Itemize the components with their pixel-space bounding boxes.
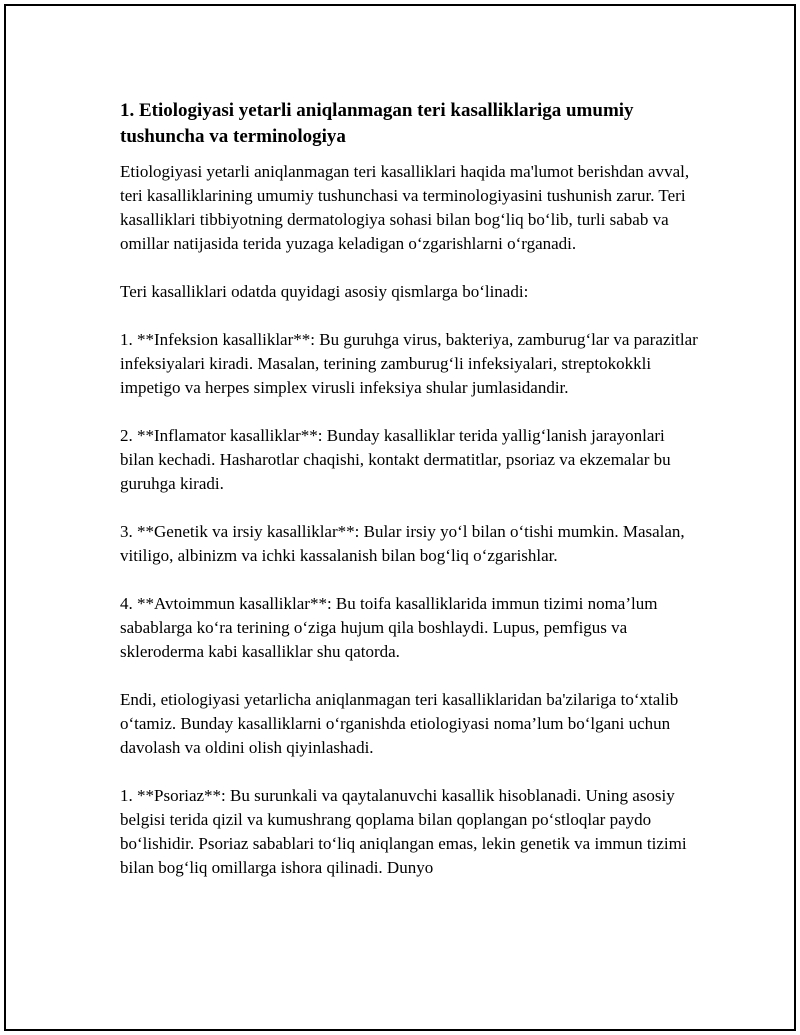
paragraph-categories-intro: Teri kasalliklari odatda quyidagi asosiy qismlarga bo‘linadi: <box>120 282 529 301</box>
paragraph-infectious: 1. **Infeksion kasalliklar**: Bu guruhga virus, bakteriya, zamburug‘lar va parazitlar infeksiyalari kiradi. Masalan, terining zamburug‘li infeksiyalari, streptokokkli impetigo va herpes simplex virusli infeksiya shular jumlasidandir. <box>120 330 698 397</box>
paragraph-autoimmune: 4. **Avtoimmun kasalliklar**: Bu toifa kasalliklarida immun tizimi noma’lum sabablarga ko‘ra terining o‘ziga hujum qila boshlaydi. Lupus, pemfigus va skleroderma kabi kasalliklar shu qatorda. <box>120 594 658 661</box>
paragraph-transition: Endi, etiologiyasi yetarlicha aniqlanmagan teri kasalliklaridan ba'zilariga to‘xtalib o‘tamiz. Bunday kasalliklarni o‘rganishda etiologiyasi noma’lum bo‘lgani uchun davolash va oldini olish qiyinlashadi. <box>120 690 679 757</box>
document-body <box>120 98 700 880</box>
paragraph-intro: Etiologiyasi yetarli aniqlanmagan teri kasalliklari haqida ma'lumot berishdan avval, teri kasalliklarining umumiy tushunchasi va terminologiyasini tushunish zarur. Teri kasalliklari tibbiyotning dermatologiya sohasi bilan bog‘liq bo‘lib, turli sabab va omillar natijasida terida yuzaga keladigan o‘zgarishlarni o‘rganadi. <box>120 162 690 253</box>
section-heading: 1. Etiologiyasi yetarli aniqlanmagan teri kasalliklariga umumiy tushuncha va terminologiya <box>120 100 634 147</box>
paragraph-genetic: 3. **Genetik va irsiy kasalliklar**: Bular irsiy yo‘l bilan o‘tishi mumkin. Masalan, vitiligo, albinizm va ichki kassalanish bilan bog‘liq o‘zgarishlar. <box>120 522 685 565</box>
paragraph-psoriasis: 1. **Psoriaz**: Bu surunkali va qaytalanuvchi kasallik hisoblanadi. Uning asosiy belgisi terida qizil va kumushrang qoplama bilan qoplangan po‘stloqlar paydo bo‘lishidir. Psoriaz sabablari to‘liq aniqlangan emas, lekin genetik va immun tizimi bilan bog‘liq omillarga ishora qilinadi. Dunyo <box>120 786 687 877</box>
paragraph-inflammatory: 2. **Inflamator kasalliklar**: Bunday kasalliklar terida yallig‘lanish jarayonlari bilan kechadi. Hasharotlar chaqishi, kontakt dermatitlar, psoriaz va ekzemalar bu guruhga kiradi. <box>120 426 671 493</box>
document-page <box>4 4 796 1031</box>
